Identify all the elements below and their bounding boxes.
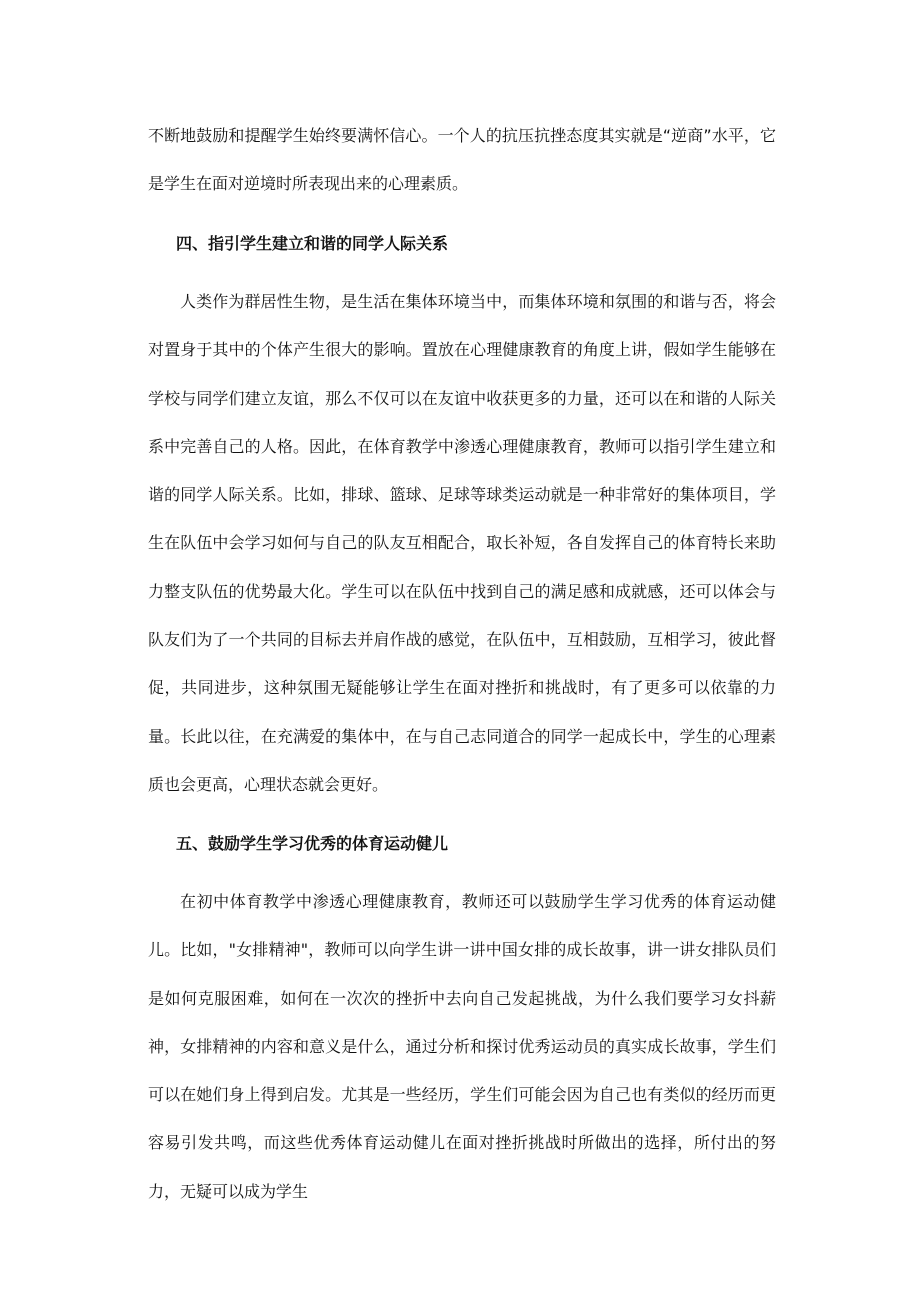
paragraph-continuation: 不断地鼓励和提醒学生始终要满怀信心。一个人的抗压抗挫态度其实就是“逆商”水平，它是学生在面对逆境时所表现出来的心理素质。 bbox=[148, 126, 776, 194]
section-5-paragraph: 在初中体育教学中渗透心理健康教育，教师还可以鼓励学生学习优秀的体育运动健儿。比如，"女排精神"，教师可以向学生讲一讲中国女排的成长故事，讲一讲女排队员们是如何克服困难，如何在一次次的挫折中去向自己发起挑战，为什么我们要学习女抖薪神，女排精神的内容和意义是什么，通过分析和探讨优秀运动员的真实成长故事，学生们可以在她们身上得到启发。尤其是一些经历，学生们可能会因为自己也有类似的经历而更容易引发共鸣，而这些优秀体育运动健儿在面对挫折挑战时所做出的选择，所付出的努力，无疑可以成为学生 bbox=[148, 892, 776, 1201]
section-heading-5: 五、鼓励学生学习优秀的体育运动健儿 bbox=[176, 834, 449, 853]
section-heading-4: 四、指引学生建立和谐的同学人际关系 bbox=[176, 234, 449, 253]
section-4-paragraph: 人类作为群居性生物，是生活在集体环境当中，而集体环境和氛围的和谐与否，将会对置身于其中的个体产生很大的影响。置放在心理健康教育的角度上讲，假如学生能够在学校与同学们建立友谊，那么不仅可以在友谊中收获更多的力量，还可以在和谐的人际关系中完善自己的人格。因此，在体育教学中渗透心理健康教育，教师可以指引学生建立和谐的同学人际关系。比如，排球、篮球、足球等球类运动就是一种非常好的集体项目，学生在队伍中会学习如何与自己的队友互相配合，取长补短，各自发挥自己的体育特长来助力整支队伍的优势最大化。学生可以在队伍中找到自己的满足感和成就感，还可以体会与队友们为了一个共同的目标去并肩作战的感觉，在队伍中，互相鼓励，互相学习，彼此督促，共同进步，这种氛围无疑能够让学生在面对挫折和挑战时，有了更多可以依靠的力量。长此以往，在充满爱的集体中，在与自己志同道合的同学一起成长中，学生的心理素质也会更高，心理状态就会更好。 bbox=[148, 292, 776, 794]
